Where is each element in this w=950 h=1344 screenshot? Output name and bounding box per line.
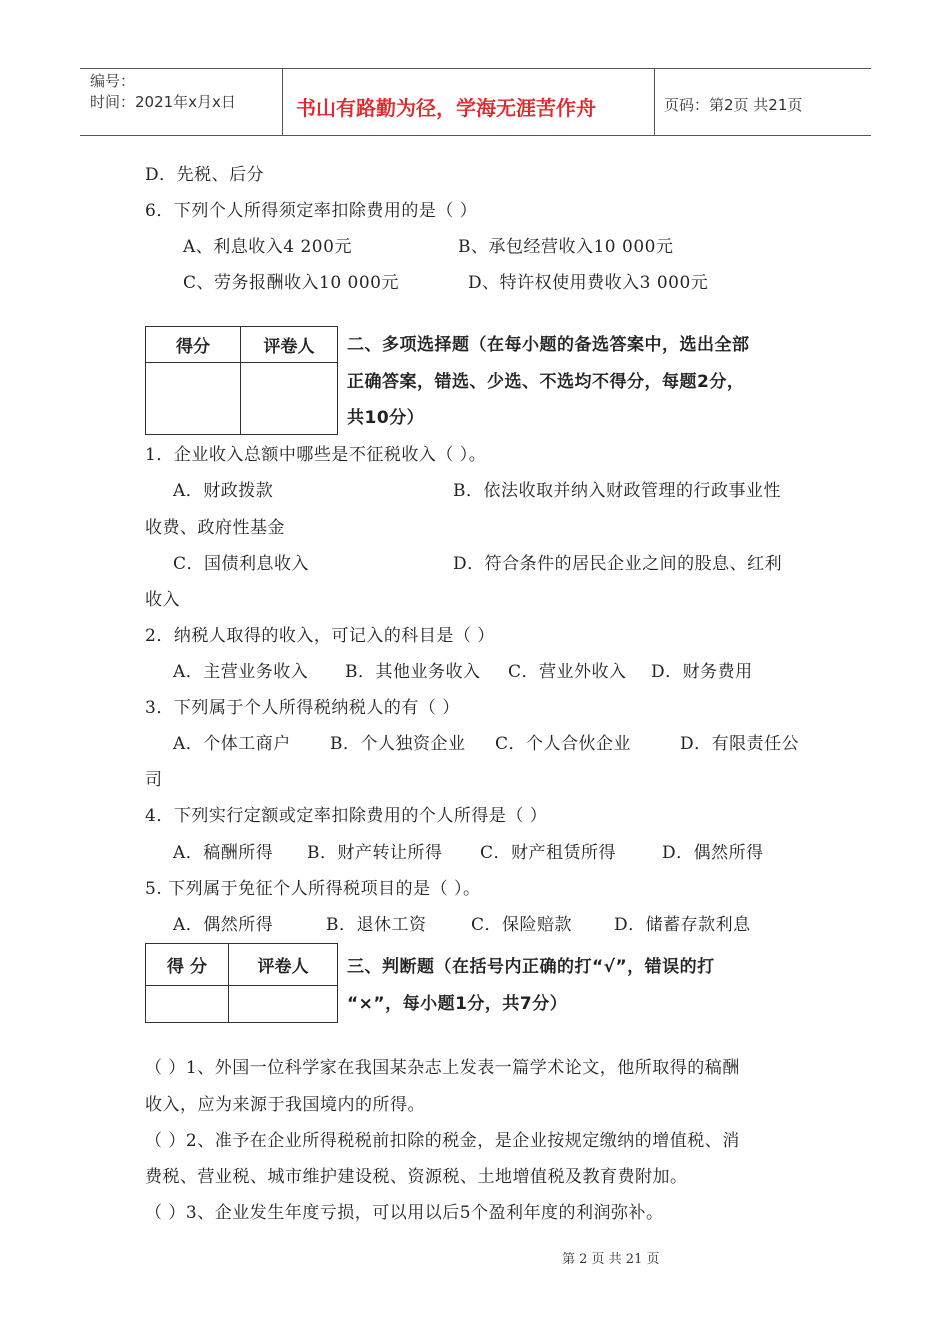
question-stem: 6．下列个人所得须定率扣除费用的是（ ） [145, 201, 478, 221]
question-option: C．营业外收入 [508, 662, 627, 682]
question-option: B．其他业务收入 [345, 662, 481, 682]
question-option: B．依法收取并纳入财政管理的行政事业性 [453, 481, 781, 501]
score-cell [146, 986, 229, 1023]
question-option-continuation: 司 [145, 770, 163, 790]
score-table [145, 943, 338, 1023]
reviewer-header: 评卷人 [229, 944, 338, 986]
question-option: D．有限责任公 [680, 734, 800, 754]
header-divider [282, 68, 283, 136]
question-option: A．主营业务收入 [173, 662, 309, 682]
question-option: A．稿酬所得 [173, 843, 274, 863]
question-option: C．国债利息收入 [173, 554, 310, 574]
header-divider [654, 68, 655, 136]
question-stem-continuation: 收入，应为来源于我国境内的所得。 [145, 1095, 425, 1115]
question-stem: 5. 下列属于免征个人所得税项目的是（ ）。 [145, 879, 481, 899]
question-option-continuation: 收费、政府性基金 [145, 518, 285, 538]
section-title: 共10分） [347, 408, 425, 428]
question-stem: （ ）1、外国一位科学家在我国某杂志上发表一篇学术论文，他所取得的稿酬 [145, 1058, 740, 1078]
page-footer: 第 2 页 共 21 页 [562, 1252, 660, 1267]
page-info: 页码：第2页 共21页 [664, 96, 803, 114]
question-option: D．储蓄存款利息 [614, 915, 751, 935]
question-option: B．退休工资 [326, 915, 427, 935]
question-option: B．个人独资企业 [330, 734, 466, 754]
question-stem: 3．下列属于个人所得税纳税人的有（ ） [145, 698, 460, 718]
question-option: B．财产转让所得 [307, 843, 443, 863]
header-top-rule [80, 68, 871, 69]
reviewer-cell [241, 363, 338, 435]
score-header: 得 分 [146, 944, 229, 986]
question-option: D、特许权使用费收入3 000元 [468, 273, 709, 293]
reviewer-cell [229, 986, 338, 1023]
question-option: C．财产租赁所得 [480, 843, 617, 863]
question-option: A．偶然所得 [173, 915, 274, 935]
section-title: 二、多项选择题（在每小题的备选答案中，选出全部 [347, 335, 750, 355]
section-title: 正确答案，错选、少选、不选均不得分，每题2分， [347, 372, 745, 392]
section-title: “×”，每小题1分，共7分） [347, 994, 568, 1014]
time-label: 时间：2021年x月x日 [90, 93, 236, 111]
score-header: 得分 [146, 327, 241, 363]
question-option: C．个人合伙企业 [495, 734, 632, 754]
question-stem: （ ）2、准予在企业所得税税前扣除的税金，是企业按规定缴纳的增值税、消 [145, 1131, 740, 1151]
question-option: B、承包经营收入10 000元 [458, 237, 674, 257]
question-option-continuation: 收入 [145, 590, 180, 610]
question-option: D．财务费用 [651, 662, 753, 682]
question-option: D．偶然所得 [662, 843, 764, 863]
question-stem: 1．企业收入总额中哪些是不征税收入（ ）。 [145, 445, 487, 465]
question-stem: 4．下列实行定额或定率扣除费用的个人所得是（ ） [145, 806, 548, 826]
question-option: C、劳务报酬收入10 000元 [183, 273, 399, 293]
question-option: A、利息收入4 200元 [183, 237, 352, 257]
reviewer-header: 评卷人 [241, 327, 338, 363]
score-table [145, 326, 338, 435]
question-option: C．保险赔款 [471, 915, 573, 935]
question-stem-continuation: 费税、营业税、城市维护建设税、资源税、土地增值税及教育费附加。 [145, 1167, 688, 1187]
question-stem: 2．纳税人取得的收入，可记入的科目是（ ） [145, 626, 495, 646]
question-stem: （ ）3、企业发生年度亏损，可以用以后5个盈利年度的利润弥补。 [145, 1203, 664, 1223]
question-option: D．符合条件的居民企业之间的股息、红利 [453, 554, 783, 574]
question-option: A．财政拨款 [173, 481, 274, 501]
motto: 书山有路勤为径，学海无涯苦作舟 [296, 96, 596, 120]
question-option: A．个体工商户 [173, 734, 291, 754]
header-bottom-rule [80, 135, 871, 136]
serial-label: 编号： [90, 72, 136, 90]
score-cell [146, 363, 241, 435]
question-option: D．先税、后分 [145, 165, 265, 185]
section-title: 三、判断题（在括号内正确的打“√”，错误的打 [347, 957, 715, 977]
